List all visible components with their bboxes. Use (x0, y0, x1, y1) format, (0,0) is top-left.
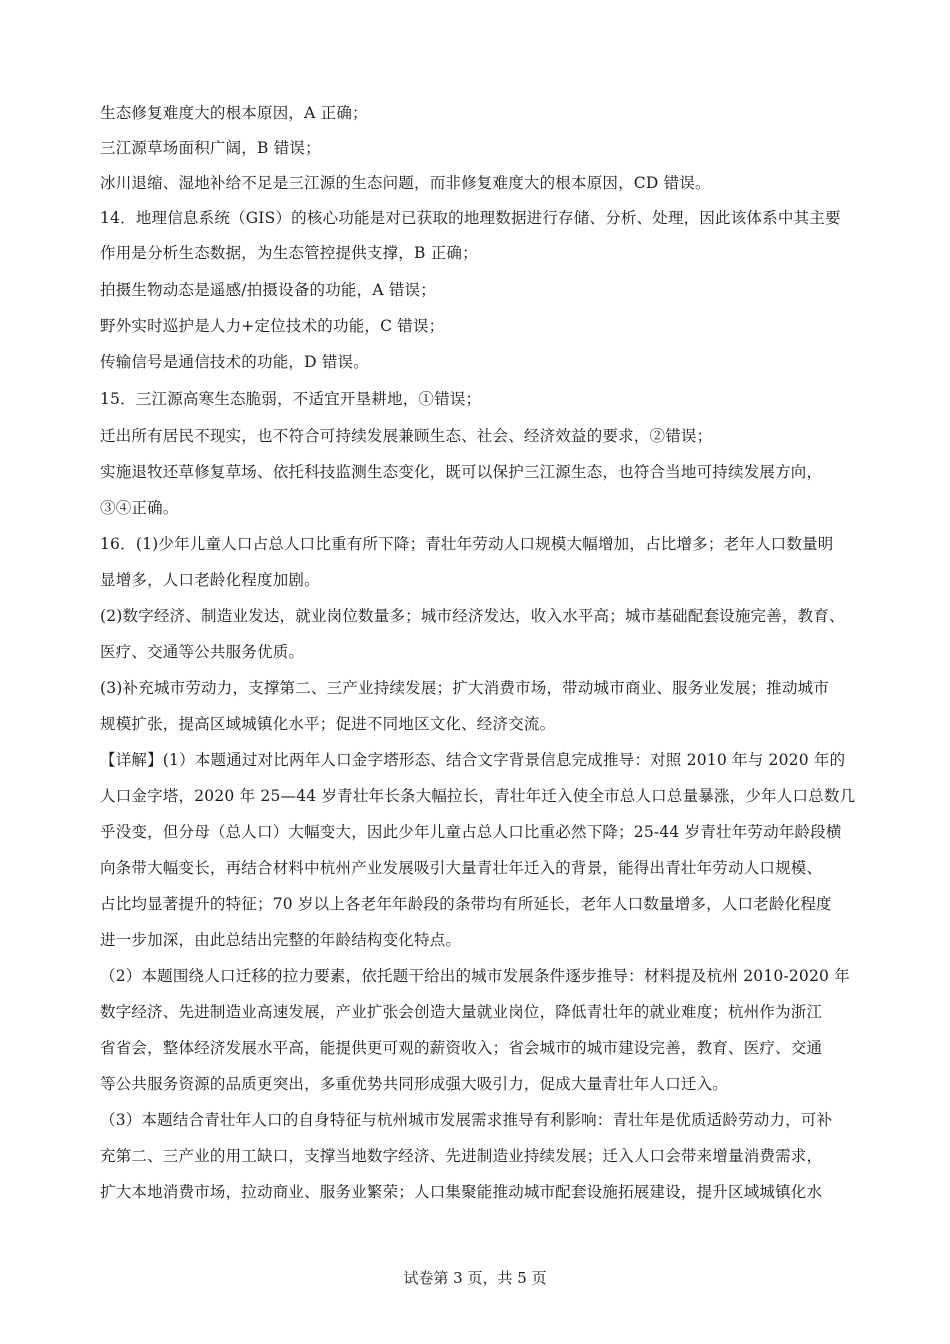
text-line: 作用是分析生态数据，为生态管控提供支撑，B 正确； (100, 244, 478, 262)
text-line: 人口金字塔，2020 年 25—44 岁青壮年长条大幅拉长，青壮年迁入使全市总人口总量暴涨，少年人口总数几 (100, 787, 856, 805)
text-line: 规模扩张，提高区域城镇化水平；促进不同地区文化、经济交流。 (100, 715, 556, 733)
text-line: 野外实时巡护是人力+定位技术的功能，C 错误； (100, 317, 445, 335)
text-line: 生态修复难度大的根本原因，A 正确； (100, 104, 368, 122)
text-line: (3)补充城市劳动力，支撑第二、三产业持续发展；扩大消费市场，带动城市商业、服务业发展；推动城市 (100, 679, 830, 697)
text-line: 进一步加深，由此总结出完整的年龄结构变化特点。 (100, 931, 462, 949)
text-line: (2)数字经济、制造业发达，就业岗位数量多；城市经济发达，收入水平高；城市基础配套设施完善，教育、 (100, 607, 845, 625)
text-line: 显增多，人口老龄化程度加剧。 (100, 571, 320, 589)
text-line: 占比均显著提升的特征；70 岁以上各老年年龄段的条带均有所延长，老年人口数量增多，人口老龄化程度 (100, 895, 832, 913)
question-16-line: 16．(1)少年儿童人口占总人口比重有所下降；青壮年劳动人口规模大幅增加，占比增多；老年人口数量明 (100, 535, 834, 553)
text-line: 扩大本地消费市场，拉动商业、服务业繁荣；人口集聚能推动城市配套设施拓展建设，提升区域城镇化水 (100, 1183, 823, 1201)
text-line: 医疗、交通等公共服务优质。 (100, 643, 305, 661)
text-line: 三江源草场面积广阔，B 错误； (100, 139, 321, 157)
text-line: 乎没变，但分母（总人口）大幅变大，因此少年儿童占总人口比重必然下降；25-44 岁青壮年劳动年龄段横 (100, 823, 842, 841)
text-line: 省省会，整体经济发展水平高，能提供更可观的薪资收入；省会城市的城市建设完善，教育、医疗、交通 (100, 1039, 823, 1057)
text-line: 实施退牧还草修复草场、依托科技监测生态变化，既可以保护三江源生态，也符合当地可持续发展方向， (100, 463, 823, 481)
text-line: 充第二、三产业的用工缺口，支撑当地数字经济、先进制造业持续发展；迁入人口会带来增量消费需求， (100, 1147, 823, 1165)
text-line: 传输信号是通信技术的功能，D 错误。 (100, 353, 369, 371)
text-line: （3）本题结合青壮年人口的自身特征与杭州城市发展需求推导有利影响：青壮年是优质适龄劳动力，可补 (100, 1111, 833, 1129)
explanation-line: 【详解】(1）本题通过对比两年人口金字塔形态、结合文字背景信息完成推导：对照 2010 年与 2020 年的 (100, 751, 846, 769)
text-line: ③④正确。 (100, 499, 179, 517)
text-line: 等公共服务资源的品质更突出，多重优势共同形成强大吸引力，促成大量青壮年人口迁入。 (100, 1075, 729, 1093)
text-line: 向条带大幅变长，再结合材料中杭州产业发展吸引大量青壮年迁入的背景，能得出青壮年劳动人口规模、 (100, 859, 823, 877)
text-line: （2）本题围绕人口迁移的拉力要素，依托题干给出的城市发展条件逐步推导：材料提及杭州 2010-2020 年 (100, 967, 850, 985)
text-line: 数字经济、先进制造业高速发展，产业扩张会创造大量就业岗位，降低青壮年的就业难度；杭州作为浙江 (100, 1003, 823, 1021)
question-15-line: 15．三江源高寒生态脆弱，不适宜开垦耕地，①错误； (100, 390, 482, 408)
text-line: 迁出所有居民不现实，也不符合可持续发展兼顾生态、社会、经济效益的要求，②错误； (100, 427, 713, 445)
text-line: 冰川退缩、湿地补给不足是三江源的生态问题，而非修复难度大的根本原因，CD 错误。 (100, 174, 711, 192)
page-footer: 试卷第 3 页，共 5 页 (403, 1269, 547, 1287)
text-line: 拍摄生物动态是遥感/拍摄设备的功能，A 错误； (100, 281, 436, 299)
question-14-line: 14．地理信息系统（GIS）的核心功能是对已获取的地理数据进行存储、分析、处理，因此该体系中其主要 (100, 209, 841, 227)
